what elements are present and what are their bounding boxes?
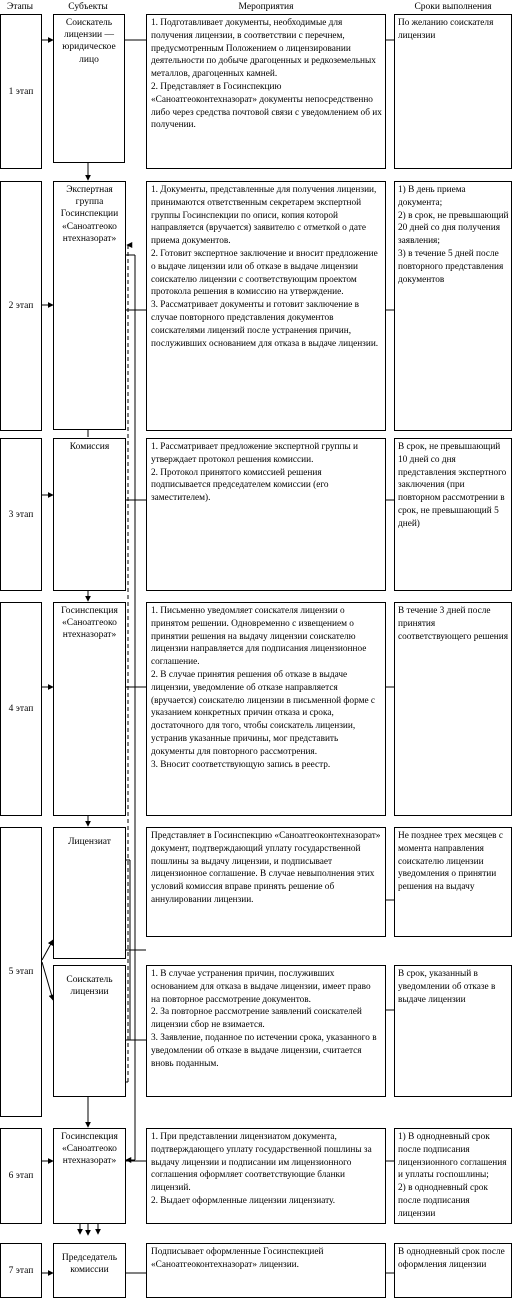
stage-5-label: 5 этап <box>8 967 34 977</box>
subject-5a-text: Лицензиат <box>68 837 111 847</box>
deadline-5a <box>394 827 512 937</box>
deadline-6 <box>394 1128 512 1224</box>
action-2-3: 3. Рассматривает документы и готовит заключение в случае повторного представления документов соискателями лицензий после устранения причин, послуживших основанием для отказа в выдаче лицензии. <box>151 300 379 349</box>
deadline-4 <box>394 602 512 816</box>
deadline-7-1: В однодневный срок после оформления лицензии <box>398 1247 505 1270</box>
stage-5 <box>0 827 42 1117</box>
deadline-5-1: Не позднее трех месяцев с момента направления соискателю лицензии уведомления о принятии решения на выдачу <box>398 831 503 893</box>
action-5-4: 3. Заявление, поданное по истечении срока, указанного в уведомлении об отказе в выдаче лицензии, считается вновь поданным. <box>151 1032 377 1069</box>
actions-6 <box>146 1128 386 1224</box>
actions-5b <box>146 965 386 1097</box>
subject-5b-text: Соискатель лицензии <box>66 975 113 998</box>
deadline-1 <box>394 14 512 169</box>
action-1-1: 1. Подготавливает документы, необходимые для получения лицензии, в соответствии с перечнем, предусмотренным Положением о лицензировании деятельности по добыче драгоценных и редкоземельных металлов, драгоценных камней. <box>151 18 376 80</box>
stage-1 <box>0 14 42 169</box>
deadline-6-1: 1) В однодневный срок после подписания лицензионного соглашения и уплаты госпошлины; <box>398 1132 507 1181</box>
actions-1 <box>146 14 386 169</box>
stage-6 <box>0 1128 42 1224</box>
action-3-2: 2. Протокол принятого комиссией решения подписывается председателем комиссии (его заместителем). <box>151 467 329 504</box>
stage-7-label: 7 этап <box>8 1265 34 1276</box>
stage-7 <box>0 1243 42 1298</box>
deadline-2 <box>394 181 512 431</box>
subject-1 <box>53 14 125 163</box>
deadline-2-1: 1) В день приема документа; <box>398 185 466 208</box>
subject-3 <box>53 438 126 591</box>
subject-1-text: Соискатель лицензии — юридическое лицо <box>62 18 116 65</box>
subject-7-text: Председатель комиссии <box>61 1253 118 1276</box>
stage-4 <box>0 602 42 816</box>
subject-4-text: Госинспекция «Саноатгеоко нтехназорат» <box>61 606 118 641</box>
stage-4-label: 4 этап <box>8 704 34 714</box>
deadline-7 <box>394 1243 512 1298</box>
deadline-5-2: В срок, указанный в уведомлении об отказе в выдаче лицензии <box>398 969 496 1005</box>
subject-4 <box>53 602 126 816</box>
action-6-2: 2. Выдает оформленные лицензии лицензиату. <box>151 1195 336 1206</box>
action-5-1: Представляет в Госинспекцию «Саноатгеоконтехназорат» документ, подтверждающий уплату государственной пошлины за выдачу лицензии, и подписывает лицензионное соглашение. В случае невыполнения этих условий комиссия вправе принять решение об аннулировании лицензии. <box>151 831 381 905</box>
action-7-1: Подписывает оформленные Госинспекцией «Саноатгеоконтехназорат» лицензии. <box>151 1247 324 1270</box>
deadline-6-2: 2) в однодневный срок после подписания лицензии <box>398 1183 488 1219</box>
deadline-1-1: По желанию соискателя лицензии <box>398 18 494 41</box>
deadline-3-1: В срок, не превышающий 10 дней со дня представления экспертного заключения (при повторном рассмотрении в срок, не превышающий 5 дней) <box>398 442 507 529</box>
subject-2 <box>53 181 126 430</box>
subject-7 <box>53 1243 126 1298</box>
action-4-1: 1. Письменно уведомляет соискателя лицензии о принятом решении. Одновременно с извещением о принятии решения на выдачу лицензии соискателю лицензии направляется для подписания лицензионное соглашение. <box>151 606 367 668</box>
actions-4 <box>146 602 386 816</box>
header-stages: Этапы <box>6 2 34 12</box>
deadline-5b <box>394 965 512 1097</box>
stage-1-label: 1 этап <box>8 86 34 97</box>
actions-5a <box>146 827 386 937</box>
deadline-2-3: 3) в течение 5 дней после повторного представления документов <box>398 248 504 285</box>
subject-3-text: Комиссия <box>69 442 110 452</box>
action-5-2: 1. В случае устранения причин, послуживших основанием для отказа в выдаче лицензии, имеет право на повторное рассмотрение документов. <box>151 969 371 1005</box>
header-actions: Мероприятия <box>238 2 294 12</box>
actions-7 <box>146 1243 386 1298</box>
actions-2 <box>146 181 386 431</box>
stage-2-label: 2 этап <box>8 301 34 311</box>
action-2-2: 2. Готовит экспертное заключение и вносит предложение о выдаче лицензии или об отказе в выдаче лицензии соискателю лицензии с соответствующим проектом протокола решения в комиссию на утверждение. <box>151 248 378 298</box>
action-2-1: 1. Документы, представленные для получения лицензии, принимаются ответственным секретарем экспертной группы Госинспекции по описи, копия которой направляется (вручается) заявителю с отметкой о дате приема документов. <box>151 185 377 247</box>
header-deadlines: Сроки выполнения <box>414 2 492 12</box>
action-4-3: 3. Вносит соответствующую запись в реестр. <box>151 759 331 770</box>
actions-3 <box>146 438 386 591</box>
deadline-2-2: 2) в срок, не превышающий 20 дней со дня получения заявления; <box>398 210 509 247</box>
subject-2-text: Экспертная группа Госинспекции «Саноатгеоко нтехназорат» <box>60 185 119 244</box>
subject-5b <box>53 965 126 1097</box>
subject-6-text: Госинспекция «Саноатгеоко нтехназорат» <box>61 1132 118 1167</box>
deadline-3 <box>394 438 512 591</box>
action-6-1: 1. При представлении лицензиатом документа, подтверждающего уплату государственной пошлины за выдачу лицензии и подписании им лицензионного соглашения оформляет соответствующие бланки лицензий. <box>151 1132 372 1194</box>
header-subjects: Субъекты <box>68 2 108 12</box>
stage-3 <box>0 438 42 591</box>
action-3-1: 1. Рассматривает предложение экспертной группы и утверждает протокол решения комиссии. <box>151 442 359 465</box>
deadline-4-1: В течение 3 дней после принятия соответствующего решения <box>398 606 508 642</box>
action-5-3: 2. За повторное рассмотрение заявлений соискателей лицензии сбор не взимается. <box>151 1007 362 1031</box>
stage-6-label: 6 этап <box>8 1171 34 1181</box>
stage-2 <box>0 181 42 431</box>
action-4-2: 2. В случае принятия решения об отказе в выдаче лицензии, уведомление об отказе направляется (вручается) соискателю лицензии в письменной форме с указанием конкретных причин отказа и срока, достаточного для того, чтобы соискатель лицензии, устранив указанные причины, мог представить документы для повторного рассмотрения. <box>151 669 376 757</box>
subject-6 <box>53 1128 126 1224</box>
subject-5a <box>53 827 126 959</box>
stage-3-label: 3 этап <box>8 509 34 520</box>
action-1-2: 2. Представляет в Госинспекцию «Саноатгеоконтехназорат» документы непосредственно либо через средства почтовой связи с уведомлением об их получении. <box>151 81 382 131</box>
